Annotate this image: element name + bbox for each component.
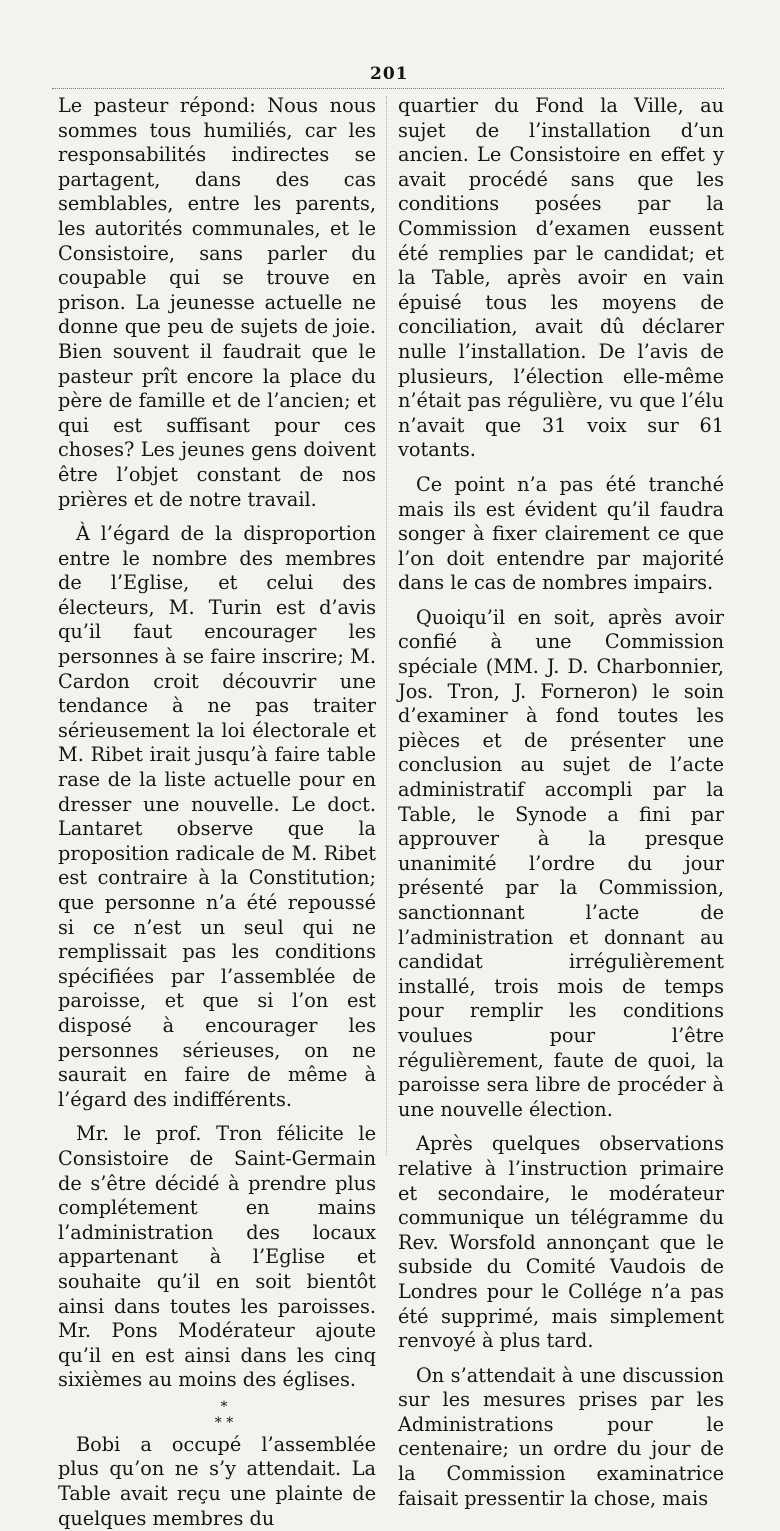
paragraph: Mr. le prof. Tron félicite le Consistoire de Saint-Germain de s’être décidé à prendre plus complétement en mains l’administration des locaux appartenant à l’Eglise et souhaite qu’il en soit bientôt ainsi dans toutes les paroisses. Mr. Pons Modérateur ajoute qu’il en est ainsi dans les cinq sixièmes au moins des églises. — [58, 1122, 376, 1392]
paragraph: quartier du Fond la Ville, au sujet de l’installation d’un ancien. Le Consistoire en effet y avait procédé sans que les conditions posées par la Commission d’examen eussent été remplies par le candidat; et la Table, après avoir en vain épuisé tous les moyens de conciliation, avait dû déclarer nulle l’installation. De l’avis de plusieurs, l’élection elle-même n’était pas régulière, vu que l’élu n’avait que 31 voix sur 61 votants. — [398, 94, 724, 462]
paragraph: Après quelques observations relative à l’instruction primaire et secondaire, le modérateur communique un télégramme du Rev. Worsfold annonçant que le subside du Comité Vaudois de Londres pour le Collége n’a pas été supprimé, mais simplement renvoyé à plus tard. — [398, 1132, 724, 1353]
section-separator: * * * — [214, 1398, 234, 1431]
paragraph: Ce point n’a pas été tranché mais ils est évident qu’il faudra songer à fixer clairement ce que l’on doit entendre par majorité dans le cas de nombres impairs. — [398, 472, 724, 595]
paragraph: Bobi a occupé l’assemblée plus qu’on ne s’y attendait. La Table avait reçu une plainte de quelques membres du — [58, 1432, 376, 1530]
paragraph: On s’attendait à une discussion sur les mesures prises par les Administrations pour le centenaire; un ordre du jour de la Commission examinatrice faisait pressentir la chose, mais — [398, 1363, 724, 1510]
column-divider — [386, 96, 387, 1156]
paragraph: Quoiqu’il en soit, après avoir confié à une Commission spéciale (MM. J. D. Charbonnier, Jos. Tron, J. Forneron) le soin d’examiner à fond toutes les pièces et de présenter une conclusion au sujet de l’acte administratif accompli par la Table, le Synode a fini par approuver à la presque unanimité l’ordre du jour présenté par la Commission, sanctionnant l’acte de l’administration et donnant au candidat irrégulièrement installé, trois mois de temps pour remplir les conditions voulues pour l’être régulièrement, faute de quoi, la paroisse sera libre de procéder à une nouvelle élection. — [398, 605, 724, 1121]
paragraph: À l’égard de la disproportion entre le nombre des membres de l’Eglise, et celui des électeurs, M. Turin est d’avis qu’il faut encourager les personnes à se faire inscrire; M. Cardon croit découvrir une tendance à ne pas traiter sérieusement la loi électorale et M. Ribet irait jusqu’à faire table rase de la liste actuelle pour en dresser une nouvelle. Le doct. Lantaret observe que la proposition radicale de M. Ribet est contraire à la Constitution; que personne n’a été repoussé si ce n’est un seul qui ne remplissait pas les conditions spécifiées par l’assemblée de paroisse, et que si l’on est disposé à encourager les personnes sérieuses, on ne saurait en faire de même à l’égard des indifférents. — [58, 522, 376, 1111]
right-column — [398, 94, 724, 1511]
left-column — [58, 94, 376, 1531]
paragraph: Le pasteur répond: Nous nous sommes tous humiliés, car les responsabilités indirectes se partagent, dans des cas semblables, entre les parents, les autorités communales, et le Consistoire, sans parler du coupable qui se trouve en prison. La jeunesse actuelle ne donne que peu de sujets de joie. Bien souvent il faudrait que le pasteur prît encore la place du père de famille et de l’ancien; et qui est suffisant pour ces choses? Les jeunes gens doivent être l’objet constant de nos prières et de notre travail. — [58, 94, 376, 511]
page-number: 201 — [366, 64, 413, 84]
